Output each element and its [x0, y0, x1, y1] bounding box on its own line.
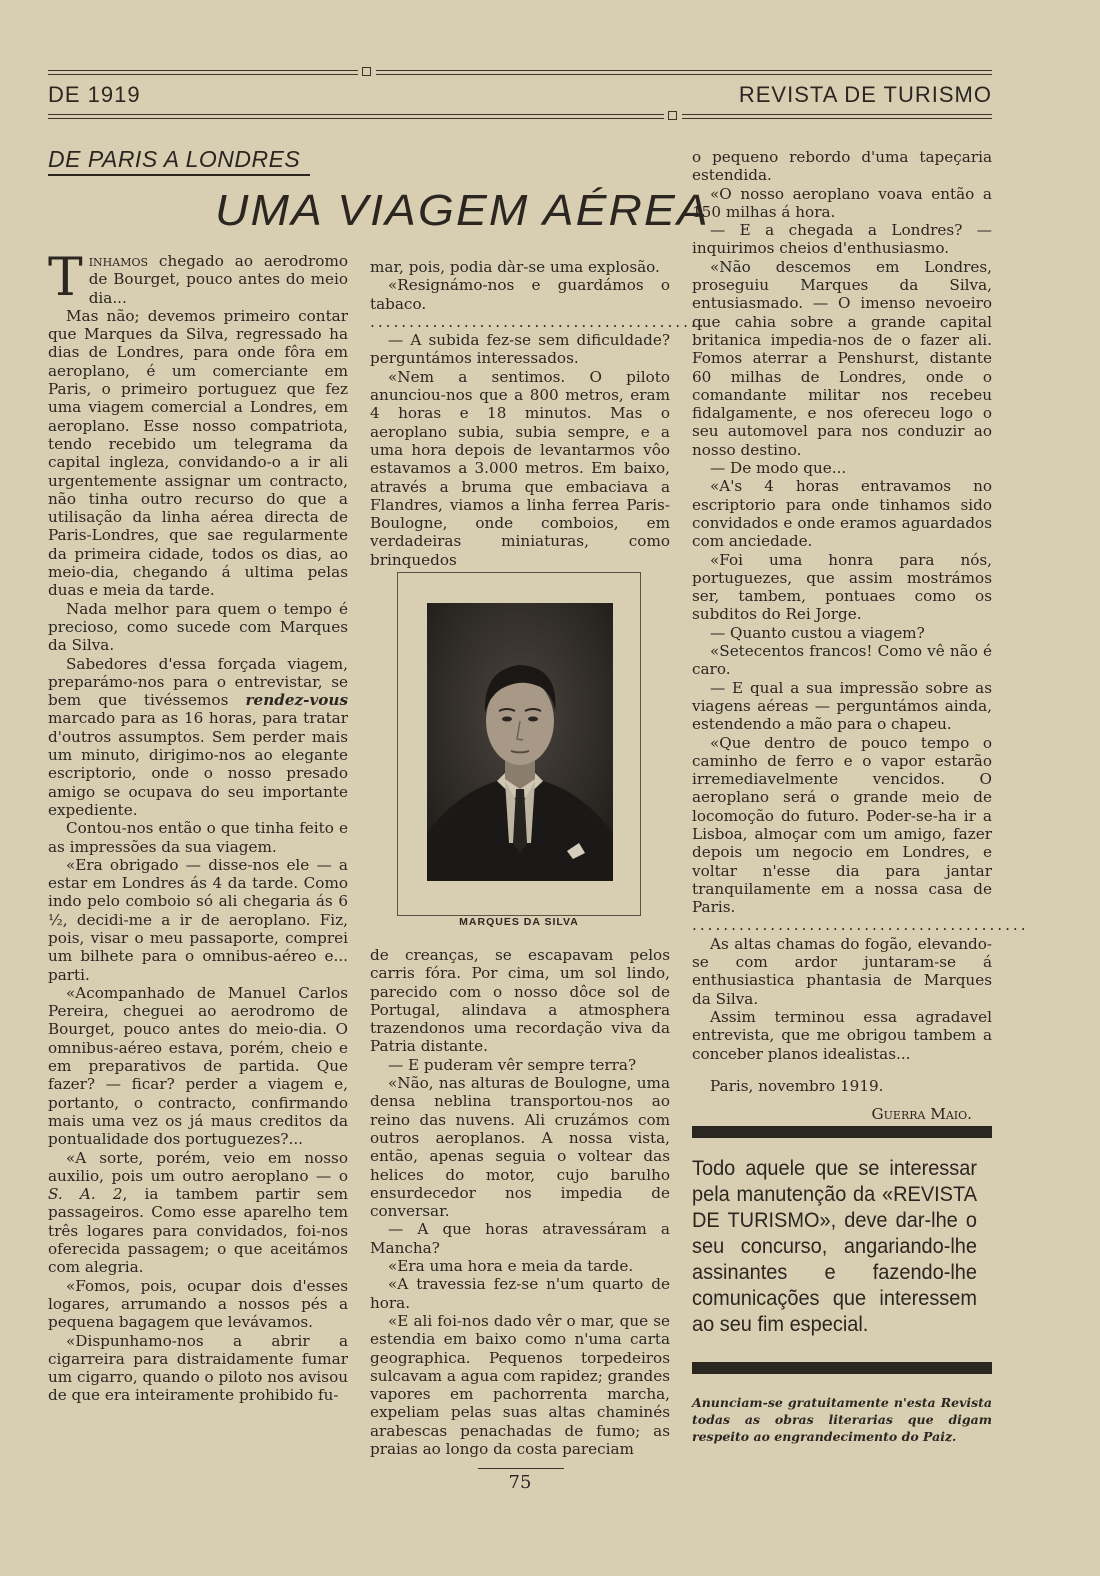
drop-cap: T [48, 248, 83, 308]
article-column-1 [48, 248, 348, 1405]
author-signature: Guerra Maio. [871, 1105, 972, 1124]
article-title: UMA VIAGEM AÉREA [215, 186, 710, 235]
paragraph: «Setecentos francos! Como vê não é caro. [692, 642, 992, 679]
header-ornament-square-2 [668, 111, 677, 120]
paragraph-text: , ia tambem partir sem passageiros. Como esse aparelho tem três logares para convidados, foi-nos oferecida passagem; o que aceitámos com alegria. [48, 1185, 348, 1277]
header-rule-top-right [376, 70, 992, 71]
small-caps-word: inhamos [88, 252, 149, 270]
header-rule-top-right-2 [376, 74, 992, 75]
paragraph: «Resignámo-nos e guardámos o tabaco. [370, 276, 670, 313]
header-rule-bottom-left [48, 114, 664, 115]
emphasis-text: S. A. 2 [48, 1185, 123, 1204]
paragraph: «Fomos, pois, ocupar dois d'esses logares, arrumando a nossos pés a pequena bagagem que levávamos. [48, 1276, 348, 1332]
paragraph: Contou-nos então o que tinha feito e as impressões da sua viagem. [48, 819, 348, 856]
paragraph: — E a chegada a Londres? — inquirimos cheios d'enthusiasmo. [692, 221, 992, 258]
paragraph: «Era uma hora e meia da tarde. [388, 1257, 634, 1276]
paragraph: «Não, nas alturas de Boulogne, uma densa neblina transportou-nos ao reino das nuvens. Ali cruzámos com outros aeroplanos. A nossa vista, então, apenas seguia o voltear das helices do motor, cujo barulho ensurdecedor nos impedia de conversar. [370, 1074, 670, 1221]
article-column-2-bottom [370, 946, 670, 1458]
paragraph: — A que horas atravessáram a Mancha? [370, 1220, 670, 1257]
paragraph: o pequeno rebordo d'uma tapeçaria estendida. [692, 148, 992, 185]
promo-text: Todo aquele que se interessar pela manutenção da «REVISTA DE TURISMO», deve dar-lhe o seu concurso, angariando-lhe assinantes e fazendo-lhe comunicações que interessem ao seu fim especial. [692, 1157, 977, 1336]
paragraph [48, 655, 348, 820]
paragraph: Assim terminou essa agradavel entrevista, que me obrigou tambem a conceber planos idealistas... [692, 1007, 992, 1063]
paragraph: — A subida fez-se sem dificuldade? perguntámos interessados. [370, 331, 670, 368]
page-number: 75 [508, 1472, 532, 1493]
header-rule-bottom-left-2 [48, 118, 664, 119]
promo-top-bar [692, 1126, 992, 1138]
paragraph: «Não descemos em Londres, proseguiu Marques da Silva, entusiasmado. — O imenso nevoeiro que cahia sobre a grande capital britanica impedia-nos de o fazer ali. Fomos aterrar a Penshurst, distante 60 milhas de Londres, onde o comandante militar nos recebeu fidalgamente, e nos ofereceu logo o seu automovel para nos conduzir ao nosso destino. [692, 257, 992, 459]
paragraph [48, 1149, 348, 1277]
header-right-text: REVISTA DE TURISMO [738, 82, 992, 107]
dotted-separator: ........................................... [692, 916, 1029, 935]
paragraph: Mas não; devemos primeiro contar que Marques da Silva, regressado ha dias de Londres, para onde fôra em aeroplano, é um comerciante em Paris, o primeiro portuguez que fez uma viagem comercial a Londres, em aeroplano. Esse nosso compatriota, tendo recebido um telegrama da capital ingleza, convidando-o a ir ali urgentemente assignar um contracto, não tinha outro recurso do que a utilisação da linha aérea directa de Paris-Londres, que sae regularmente da primeira cidade, todos os dias, ao meio-dia, chegando á ultima pelas duas e meia da tarde. [48, 306, 348, 600]
paragraph: — E puderam vêr sempre terra? [388, 1055, 637, 1074]
paragraph: — E qual a sua impressão sobre as viagens aéreas — perguntámos ainda, estendendo a mão para o chapeu. [692, 678, 992, 734]
paragraph: «Era obrigado — disse-nos ele — a estar em Londres ás 4 da tarde. Como indo pelo comboio só ali chegaria ás 6 ½, decidi-me a ir de aeroplano. Fiz, pois, visar o meu passaporte, comprei um bilhete para o omnibus-aéreo e... parti. [48, 855, 348, 984]
paragraph: Nada melhor para quem o tempo é precioso, como sucede com Marques da Silva. [48, 599, 348, 655]
article-column-2-top [370, 258, 707, 569]
paragraph: «Foi uma honra para nós, portuguezes, que assim mostrámos ser, tambem, pontuaes como os subditos do Rei Jorge. [692, 550, 992, 624]
header-rule-bottom-right [682, 114, 992, 115]
paragraph: «Nem a sentimos. O piloto anunciou-nos que a 800 metros, eram 4 horas e 18 minutos. Mas o aeroplano subia, subia sempre, e a uma hora depois de levantarmos vôo estavamos a 3.000 metros. Em baixo, através a bruma que embaciava a Flandres, viamos a linha ferrea Paris-Boulogne, onde comboios, em verdadeiras miniaturas, como brinquedos [370, 367, 670, 569]
paragraph: «Que dentro de pouco tempo o caminho de ferro e o vapor estarão irremediavelmente vencidos. O aeroplano será o grande meio de locomoção do futuro. Poder-se-ha ir a Lisboa, almoçar com um amigo, fazer depois um negocio em Londres, e voltar n'esse dia para jantar tranquilamente em a nossa casa de Paris. [692, 733, 992, 917]
paragraph: As altas chamas do fogão, elevando-se com ardor juntaram-se á enthusiastica phantasia de Marques da Silva. [692, 934, 992, 1008]
section-title: DE PARIS A LONDRES [48, 146, 301, 172]
paragraph-text: chegado ao aerodromo de Bourget, pouco antes do meio dia... [88, 252, 348, 307]
photo-caption: MARQUES DA SILVA [459, 916, 579, 928]
section-title-underline [48, 174, 310, 176]
footer-note: Anunciam-se gratuitamente n'esta Revista todas as obras literarias que digam respeito ao engrandecimento do Paiz. [692, 1395, 992, 1444]
paragraph: «E ali foi-nos dado vêr o mar, que se estendia em baixo como n'uma carta geographica. Pequenos torpedeiros sulcavam a agua com rapidez; grandes vapores em pachorrenta marcha, expeliam pelas suas altas chaminés arabescas penachadas de fumo; as praias ao longo da costa pareciam [370, 1311, 670, 1459]
paragraph-text: marcado para as 16 horas, para tratar d'outros assumptos. Sem perder mais um minuto, dirigimo-nos ao elegante escriptorio, onde o nosso presado amigo se ocupava do seu importante expediente. [48, 709, 348, 819]
promo-bottom-bar [692, 1362, 992, 1374]
frame-line [640, 573, 641, 915]
paragraph: «Dispunhamo-nos a abrir a cigarreira para distraidamente fumar um cigarro, quando o piloto nos avisou de que era inteiramente prohibido fu- [48, 1331, 348, 1405]
page-number-rule [478, 1468, 564, 1469]
header-ornament-square [362, 67, 371, 76]
paragraph: «A travessia fez-se n'um quarto de hora. [370, 1275, 670, 1312]
paragraph-text: Sabedores d'essa forçada viagem, preparámo-nos para o entrevistar, se bem que tivéssemos [48, 654, 348, 710]
paragraph: «O nosso aeroplano voava então a 150 milhas á hora. [692, 184, 992, 221]
paragraph-text: «A sorte, porém, veio em nosso auxilio, pois um outro aeroplano — o [48, 1148, 348, 1185]
dotted-separator: ........................................... [370, 312, 707, 331]
paragraph: — Quanto custou a viagem? [710, 623, 925, 642]
paragraph: de creanças, se escapavam pelos carris fóra. Por cima, um sol lindo, parecido com o nosso dôce sol de Portugal, alindava a atmosphera trazendonos uma recordação viva da Patria distante. [370, 946, 670, 1056]
paragraph: — De modo que... [710, 459, 847, 478]
emphasis-text: rendez-vous [245, 691, 348, 710]
paragraph: «A's 4 horas entravamos no escriptorio para onde tinhamos sido convidados e onde eramos aguardados com anciedade. [692, 477, 992, 551]
header-rule-top-left [48, 70, 358, 71]
header-rule-bottom-right-2 [682, 118, 992, 119]
header-left-text: DE 1919 [48, 82, 141, 107]
paragraph: «Acompanhado de Manuel Carlos Pereira, cheguei ao aerodromo de Bourget, pouco antes do meio-dia. O omnibus-aéreo estava, porém, cheio e em preparativos de partida. Que fazer? — ficar? perder a viagem e, portanto, o contracto, confirmando mais uma vez os já maus creditos da pontualidade dos portuguezes?... [48, 983, 348, 1149]
dateline: Paris, novembro 1919. [710, 1076, 884, 1095]
header-rule-top-left-2 [48, 74, 358, 75]
portrait-frame [397, 572, 641, 916]
frame-line [397, 573, 398, 915]
portrait-photo [427, 603, 613, 881]
paragraph [48, 248, 348, 308]
article-column-3 [692, 148, 1029, 1124]
portrait-illustration [427, 603, 613, 881]
paragraph: mar, pois, podia dàr-se uma explosão. [370, 258, 660, 276]
